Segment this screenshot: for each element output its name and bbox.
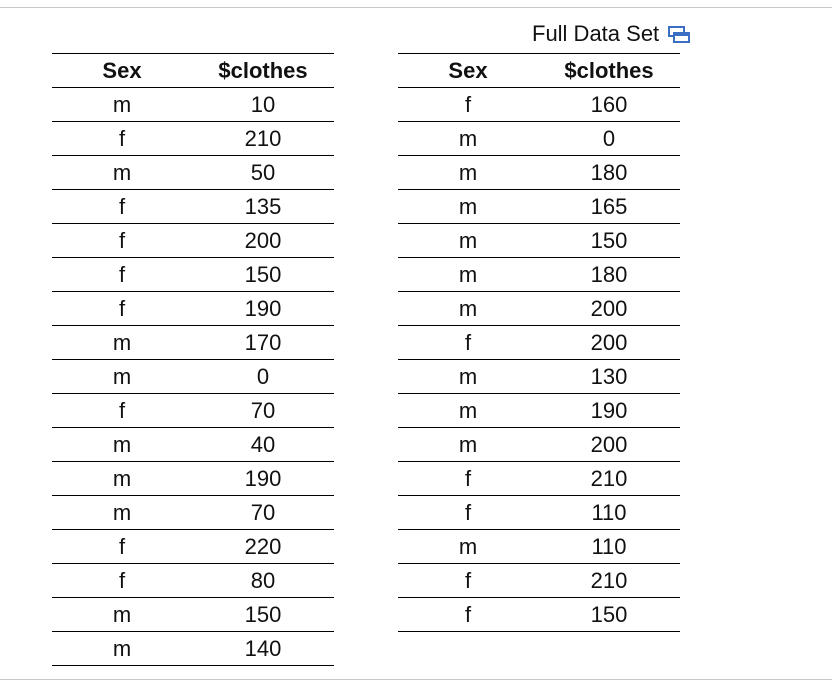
cell-sex: m — [398, 258, 538, 292]
table-row — [52, 632, 334, 666]
table-row — [398, 292, 680, 326]
table-row — [52, 88, 334, 122]
table-row — [398, 88, 680, 122]
table-row — [398, 224, 680, 258]
cell-sex: m — [52, 156, 192, 190]
cell-sex: f — [398, 326, 538, 360]
table-row — [398, 564, 680, 598]
cell-sex: f — [398, 462, 538, 496]
header-sex: Sex — [398, 54, 538, 88]
table-row — [52, 224, 334, 258]
cell-clothes: 70 — [192, 496, 334, 530]
table-row — [52, 564, 334, 598]
table-body-right — [398, 88, 680, 632]
cell-clothes: 40 — [192, 428, 334, 462]
cell-clothes: 190 — [192, 292, 334, 326]
cell-clothes: 80 — [192, 564, 334, 598]
cell-sex: f — [398, 564, 538, 598]
table-body-left — [52, 88, 334, 666]
data-table-right — [398, 53, 680, 632]
table-row — [398, 428, 680, 462]
cell-sex: m — [398, 360, 538, 394]
table-row — [398, 122, 680, 156]
cell-sex: m — [398, 190, 538, 224]
cell-clothes: 200 — [538, 428, 680, 462]
cell-sex: m — [52, 496, 192, 530]
cell-clothes: 190 — [538, 394, 680, 428]
cell-clothes: 140 — [192, 632, 334, 666]
cell-clothes: 0 — [192, 360, 334, 394]
cell-sex: m — [398, 292, 538, 326]
cell-clothes: 180 — [538, 258, 680, 292]
cell-sex: m — [398, 224, 538, 258]
header-row — [398, 54, 680, 88]
cell-clothes: 150 — [538, 598, 680, 632]
table-row — [52, 530, 334, 564]
cell-clothes: 210 — [538, 462, 680, 496]
table-row — [52, 326, 334, 360]
cell-sex: f — [52, 564, 192, 598]
cell-sex: f — [52, 224, 192, 258]
header-clothes: $clothes — [192, 54, 334, 88]
cell-sex: f — [52, 122, 192, 156]
cell-clothes: 200 — [538, 326, 680, 360]
cell-sex: f — [398, 88, 538, 122]
cell-clothes: 180 — [538, 156, 680, 190]
table-row — [52, 122, 334, 156]
cell-sex: f — [398, 496, 538, 530]
frame-bottom-border — [0, 679, 832, 680]
cell-sex: m — [52, 428, 192, 462]
cell-clothes: 70 — [192, 394, 334, 428]
cell-sex: f — [398, 598, 538, 632]
cell-sex: m — [398, 428, 538, 462]
table-row — [398, 258, 680, 292]
cell-sex: m — [398, 122, 538, 156]
cell-clothes: 220 — [192, 530, 334, 564]
cell-sex: m — [398, 530, 538, 564]
cell-sex: f — [52, 292, 192, 326]
cell-sex: m — [52, 360, 192, 394]
cell-clothes: 200 — [192, 224, 334, 258]
frame-top-border — [0, 7, 832, 8]
cell-sex: m — [52, 598, 192, 632]
full-data-set-label: Full Data Set — [532, 21, 660, 46]
full-data-set-link[interactable] — [532, 21, 691, 47]
table-row — [398, 462, 680, 496]
cell-sex: m — [52, 326, 192, 360]
cell-sex: m — [52, 632, 192, 666]
header-clothes: $clothes — [538, 54, 680, 88]
table-row — [398, 360, 680, 394]
cell-sex: f — [52, 530, 192, 564]
cell-clothes: 110 — [538, 530, 680, 564]
cell-sex: m — [52, 462, 192, 496]
table-row — [52, 156, 334, 190]
table-row — [398, 156, 680, 190]
cell-clothes: 170 — [192, 326, 334, 360]
table-row — [52, 292, 334, 326]
header-sex: Sex — [52, 54, 192, 88]
table-row — [398, 598, 680, 632]
cell-clothes: 165 — [538, 190, 680, 224]
table-row — [52, 462, 334, 496]
table-row — [52, 190, 334, 224]
cell-clothes: 200 — [538, 292, 680, 326]
header-row — [52, 54, 334, 88]
cell-sex: m — [398, 394, 538, 428]
table-row — [398, 530, 680, 564]
table-row — [398, 394, 680, 428]
cell-clothes: 150 — [192, 258, 334, 292]
cell-sex: f — [52, 258, 192, 292]
cell-clothes: 150 — [538, 224, 680, 258]
table-row — [398, 326, 680, 360]
cell-clothes: 190 — [192, 462, 334, 496]
cell-sex: f — [52, 190, 192, 224]
table-row — [52, 258, 334, 292]
cell-clothes: 210 — [192, 122, 334, 156]
cell-clothes: 135 — [192, 190, 334, 224]
cell-clothes: 160 — [538, 88, 680, 122]
table-row — [52, 496, 334, 530]
cell-clothes: 210 — [538, 564, 680, 598]
popup-window-icon — [667, 23, 691, 45]
table-row — [398, 496, 680, 530]
table-row — [52, 360, 334, 394]
table-row — [398, 190, 680, 224]
cell-clothes: 0 — [538, 122, 680, 156]
data-table-left — [52, 53, 334, 666]
table-row — [52, 428, 334, 462]
table-row — [52, 394, 334, 428]
cell-clothes: 110 — [538, 496, 680, 530]
cell-clothes: 10 — [192, 88, 334, 122]
cell-sex: f — [52, 394, 192, 428]
cell-sex: m — [398, 156, 538, 190]
cell-clothes: 130 — [538, 360, 680, 394]
cell-clothes: 50 — [192, 156, 334, 190]
cell-sex: m — [52, 88, 192, 122]
cell-clothes: 150 — [192, 598, 334, 632]
table-row — [52, 598, 334, 632]
